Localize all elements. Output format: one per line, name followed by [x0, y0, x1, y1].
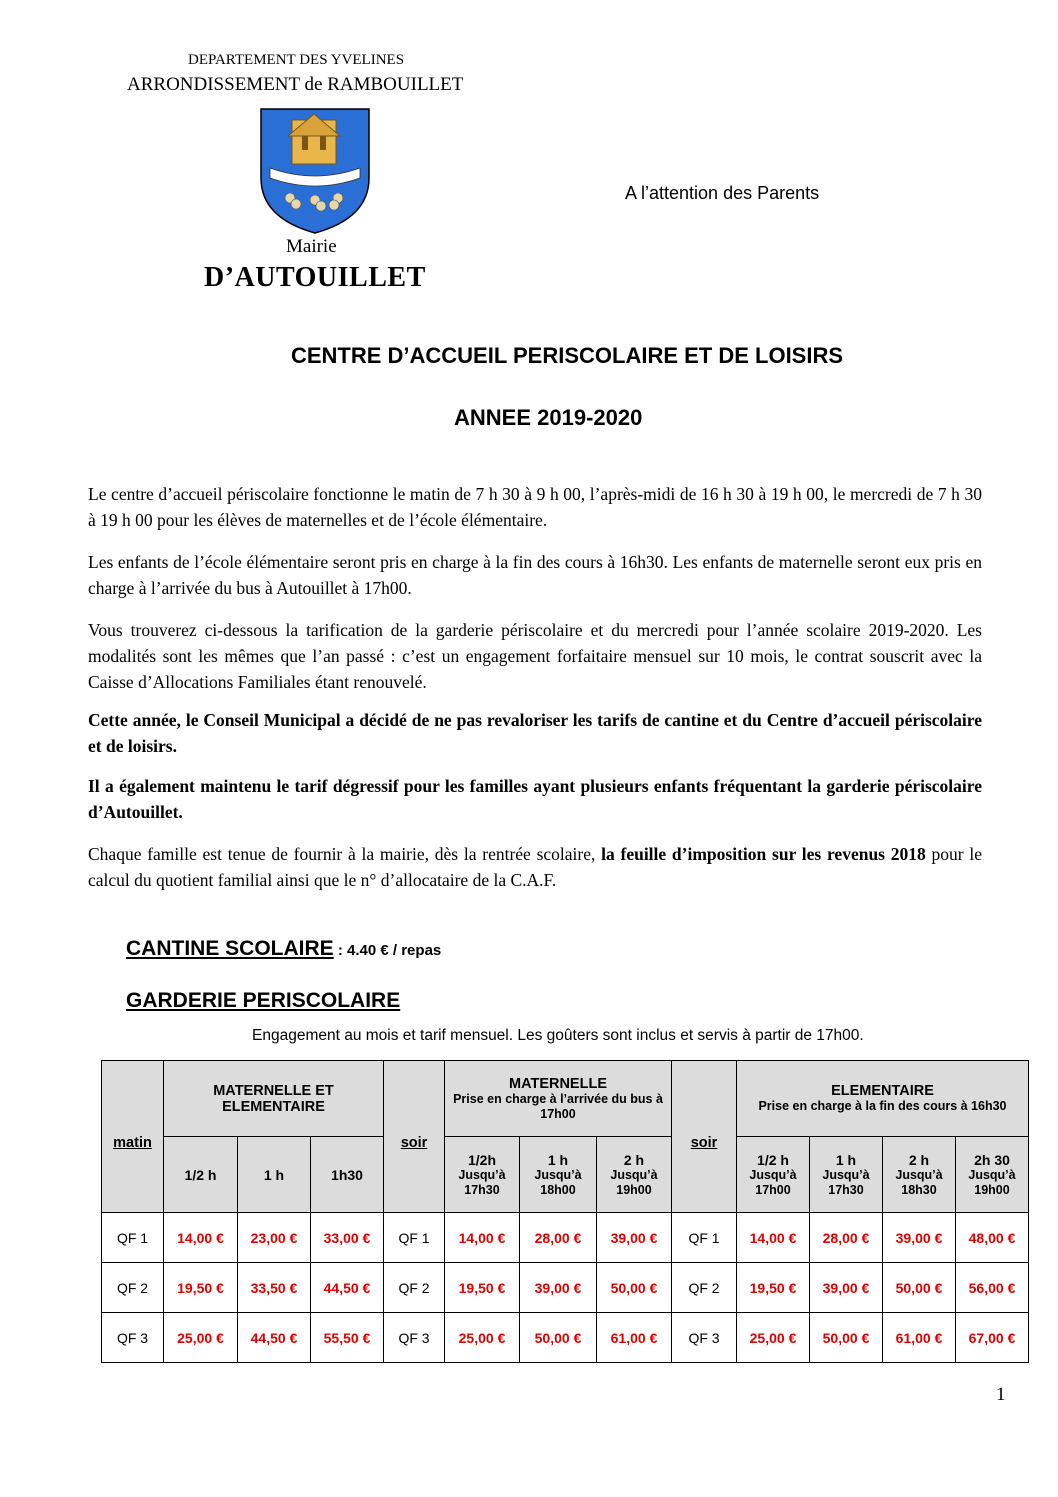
arrondissement-label: ARRONDISSEMENT de RAMBOUILLET	[127, 74, 464, 95]
price-cell: 48,00 €	[956, 1213, 1029, 1263]
col-g2-2: 2 h Jusqu’à 19h00	[597, 1137, 672, 1213]
group-elementaire	[737, 1061, 1029, 1137]
department-label: DEPARTEMENT DES YVELINES	[188, 52, 405, 68]
price-cell: 44,50 €	[238, 1313, 311, 1363]
documents-text-a: Chaque famille est tenue de fournir à la mairie, dès la rentrée scolaire,	[88, 844, 602, 864]
qf-label: QF 1	[102, 1213, 164, 1263]
price-cell: 28,00 €	[520, 1213, 597, 1263]
price-cell: 14,00 €	[737, 1213, 810, 1263]
group-elementaire-sub: Prise en charge à la fin des cours à 16h30	[758, 1099, 1007, 1113]
price-cell: 19,50 €	[164, 1263, 238, 1313]
group-maternelle	[445, 1061, 672, 1137]
price-cell: 25,00 €	[737, 1313, 810, 1363]
price-cell: 39,00 €	[597, 1213, 672, 1263]
qf-label: QF 1	[672, 1213, 737, 1263]
price-cell: 55,50 €	[311, 1313, 384, 1363]
table-row	[102, 1213, 1029, 1263]
garderie-heading: GARDERIE PERISCOLAIRE	[126, 989, 401, 1012]
soir-header-2: soir	[672, 1061, 737, 1213]
price-cell: 28,00 €	[810, 1213, 883, 1263]
col-g3-1: 1 h Jusqu’à 17h30	[810, 1137, 883, 1213]
qf-label: QF 2	[102, 1263, 164, 1313]
price-cell: 56,00 €	[956, 1263, 1029, 1313]
col-g3-0: 1/2 h Jusqu’à 17h00	[737, 1137, 810, 1213]
documents-text-bold: la feuille d’imposition sur les revenus 2018	[601, 844, 926, 864]
group-elementaire-title: ELEMENTAIRE	[831, 1083, 934, 1099]
qf-label: QF 3	[102, 1313, 164, 1363]
paragraph-documents	[88, 841, 982, 893]
paragraph-pickup: Les enfants de l’école élémentaire seront pris en charge à la fin des cours à 16h30. Les enfants de maternelle seront eux pris en charge à l’arrivée du bus à Autouillet à 17h00.	[88, 552, 982, 598]
table-row	[102, 1313, 1029, 1363]
price-cell: 50,00 €	[520, 1313, 597, 1363]
col-g1-1: 1 h	[238, 1137, 311, 1213]
page-title: CENTRE D’ACCUEIL PERISCOLAIRE ET DE LOISIRS	[290, 343, 844, 368]
price-cell: 33,50 €	[238, 1263, 311, 1313]
price-cell: 50,00 €	[597, 1263, 672, 1313]
qf-label: QF 2	[384, 1263, 445, 1313]
paragraph-discount: Il a également maintenu le tarif dégressif pour les familles ayant plusieurs enfants fréquentant la garderie périscolaire d’Autouillet.	[88, 776, 982, 822]
col-g1-0: 1/2 h	[164, 1137, 238, 1213]
price-cell: 14,00 €	[164, 1213, 238, 1263]
attention-note: A l’attention des Parents	[625, 183, 820, 203]
price-cell: 44,50 €	[311, 1263, 384, 1313]
price-cell: 67,00 €	[956, 1313, 1029, 1363]
price-cell: 25,00 €	[445, 1313, 520, 1363]
town-crest-logo	[258, 106, 372, 236]
col-g3-3: 2h 30 Jusqu’à 19h00	[956, 1137, 1029, 1213]
col-g3-2: 2 h Jusqu’à 18h30	[883, 1137, 956, 1213]
group-maternelle-elementaire: MATERNELLE ET ELEMENTAIRE	[164, 1061, 384, 1137]
qf-label: QF 2	[672, 1263, 737, 1313]
price-cell: 39,00 €	[883, 1213, 956, 1263]
qf-label: QF 1	[384, 1213, 445, 1263]
group-maternelle-title: MATERNELLE	[508, 1075, 607, 1092]
price-cell: 14,00 €	[445, 1213, 520, 1263]
price-cell: 50,00 €	[883, 1263, 956, 1313]
cantine-heading: CANTINE SCOLAIRE	[126, 937, 334, 960]
documents-text-c: pour le calcul du quotient familial ainsi que le n° d’allocataire de la C.A.F.	[88, 844, 982, 890]
engagement-note: Engagement au mois et tarif mensuel. Les goûters sont inclus et servis à partir de 17h00.	[252, 1027, 864, 1044]
price-cell: 39,00 €	[520, 1263, 597, 1313]
paragraph-council-decision: Cette année, le Conseil Municipal a décidé de ne pas revaloriser les tarifs de cantine et du Centre d’accueil périscolaire et de loisirs.	[88, 710, 982, 756]
soir-header-1: soir	[384, 1061, 445, 1213]
matin-header: matin	[102, 1061, 164, 1213]
price-cell: 19,50 €	[737, 1263, 810, 1313]
paragraph-hours: Le centre d’accueil périscolaire fonctionne le matin de 7 h 30 à 9 h 00, l’après-midi de 16 h 30 à 19 h 00, le mercredi de 7 h 30 à 19 h 00 pour les élèves de maternelles et de l’école élémentaire.	[88, 484, 982, 530]
price-cell: 39,00 €	[810, 1263, 883, 1313]
paragraph-pricing: Vous trouverez ci-dessous la tarification de la garderie périscolaire et du mercredi pour l’année scolaire 2019-2020. Les modalités sont les mêmes que l’an passé : c’est un engagement forfaitaire mensuel sur 10 mois, le contrat souscrit avec la Caisse d’Allocations Familiales étant renouvelé.	[88, 620, 982, 692]
price-cell: 23,00 €	[238, 1213, 311, 1263]
price-cell: 61,00 €	[597, 1313, 672, 1363]
group-maternelle-sub: Prise en charge à l’arrivée du bus à 17h00	[453, 1091, 663, 1121]
col-g2-1: 1 h Jusqu’à 18h00	[520, 1137, 597, 1213]
price-cell: 50,00 €	[810, 1313, 883, 1363]
table-row	[102, 1263, 1029, 1313]
mairie-name: D’AUTOUILLET	[204, 262, 426, 293]
mairie-label: Mairie	[286, 236, 337, 257]
tariff-table	[101, 1060, 1029, 1363]
cantine-line	[126, 937, 441, 961]
page-number: 1	[996, 1384, 1006, 1405]
col-g2-0: 1/2h Jusqu’à 17h30	[445, 1137, 520, 1213]
qf-label: QF 3	[672, 1313, 737, 1363]
col-g1-2: 1h30	[311, 1137, 384, 1213]
price-cell: 19,50 €	[445, 1263, 520, 1313]
price-cell: 25,00 €	[164, 1313, 238, 1363]
school-year: ANNEE 2019-2020	[454, 405, 643, 430]
price-cell: 33,00 €	[311, 1213, 384, 1263]
cantine-price: : 4.40 € / repas	[333, 942, 442, 959]
price-cell: 61,00 €	[883, 1313, 956, 1363]
qf-label: QF 3	[384, 1313, 445, 1363]
